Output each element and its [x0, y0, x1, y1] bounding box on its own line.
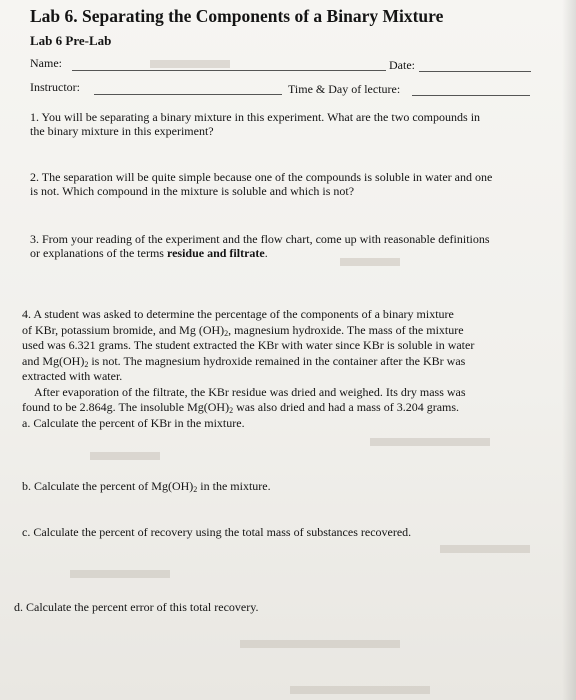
time-field-line[interactable] — [412, 95, 530, 96]
bleed-through-smudge — [240, 640, 400, 648]
bleed-through-smudge — [440, 545, 530, 553]
question-4a: a. Calculate the percent of KBr in the mixture. — [22, 415, 245, 430]
question-4-line-4 — [22, 354, 474, 370]
time-label: Time & Day of lecture: — [288, 82, 401, 96]
question-4-line-1: 4. A student was asked to determine the percentage of the components of a binary mixture — [22, 307, 454, 321]
question-4-line-5: extracted with water. — [22, 369, 123, 383]
question-2-line-1: 2. The separation will be quite simple because one of the compounds is soluble in water and one — [30, 170, 493, 184]
question-4-line-6: After evaporation of the filtrate, the KBr residue was dried and weighed. Its dry mass was — [34, 384, 466, 399]
instructor-field-line[interactable] — [94, 94, 282, 95]
page-edge-shadow — [562, 0, 576, 700]
q4b-sub: 2 — [193, 485, 198, 494]
q4-l4-sub: 2 — [84, 359, 89, 369]
q4-l7-b: was also dried and had a mass of 3.204 grams. — [233, 400, 460, 414]
question-4 — [22, 307, 474, 431]
question-4c-text: c. Calculate the percent of recovery using the total mass of substances recovered. — [22, 525, 412, 539]
q4-l2-b: , magnesium hydroxide. The mass of the mixture — [228, 322, 464, 337]
question-1-line-2: the binary mixture in this experiment? — [30, 124, 214, 138]
name-label: Name: — [30, 56, 62, 70]
question-4-line-7 — [22, 400, 474, 416]
question-4d — [14, 600, 258, 614]
question-3-line-2 — [30, 246, 490, 260]
date-label: Date: — [389, 58, 415, 72]
q4-l2-a: of KBr, potassium bromide, and Mg (OH) — [22, 322, 225, 337]
question-2-line-2: is not. Which compound in the mixture is soluble and which is not? — [30, 184, 355, 198]
question-4-line-3: used was 6.321 grams. The student extracted the KBr with water since KBr is soluble in water — [22, 338, 475, 352]
page-title: Lab 6. Separating the Components of a Binary Mixture — [30, 6, 444, 26]
q4-l2-sub: 2 — [224, 328, 229, 338]
name-field-line[interactable] — [72, 70, 386, 71]
question-1 — [30, 110, 480, 138]
q4b-b: in the mixture. — [197, 479, 271, 493]
q4-l7-a: found to be 2.864g. The insoluble Mg(OH) — [22, 400, 230, 414]
question-2 — [30, 170, 492, 198]
q4-l4-a: and Mg(OH) — [22, 353, 85, 368]
q4-l4-b: is not. The magnesium hydroxide remained in the container after the KBr was — [88, 353, 466, 368]
question-4d-text: d. Calculate the percent error of this total recovery. — [14, 600, 259, 614]
q4b-a: b. Calculate the percent of Mg(OH) — [22, 479, 194, 493]
bleed-through-smudge — [90, 452, 160, 460]
page-subtitle: Lab 6 Pre-Lab — [30, 33, 112, 48]
bleed-through-smudge — [370, 438, 490, 446]
question-4-line-2 — [22, 323, 474, 339]
bleed-through-smudge — [70, 570, 170, 578]
question-3-line-1: 3. From your reading of the experiment and the flow chart, come up with reasonable definitions — [30, 232, 490, 246]
question-3-terms: residue and filtrate — [166, 246, 265, 260]
question-3-text: or explanations of the terms — [30, 246, 167, 260]
q4-l7-sub: 2 — [229, 406, 234, 415]
question-4b — [22, 479, 271, 493]
question-1-line-1: 1. You will be separating a binary mixture in this experiment. What are the two compounds in — [30, 110, 481, 124]
bleed-through-smudge — [290, 686, 430, 694]
question-3-period: . — [264, 246, 268, 260]
date-field-line[interactable] — [419, 71, 531, 72]
bleed-through-smudge — [340, 258, 400, 266]
question-3 — [30, 232, 490, 260]
instructor-label: Instructor: — [30, 80, 80, 94]
bleed-through-smudge — [150, 60, 230, 68]
question-4c — [22, 525, 411, 539]
